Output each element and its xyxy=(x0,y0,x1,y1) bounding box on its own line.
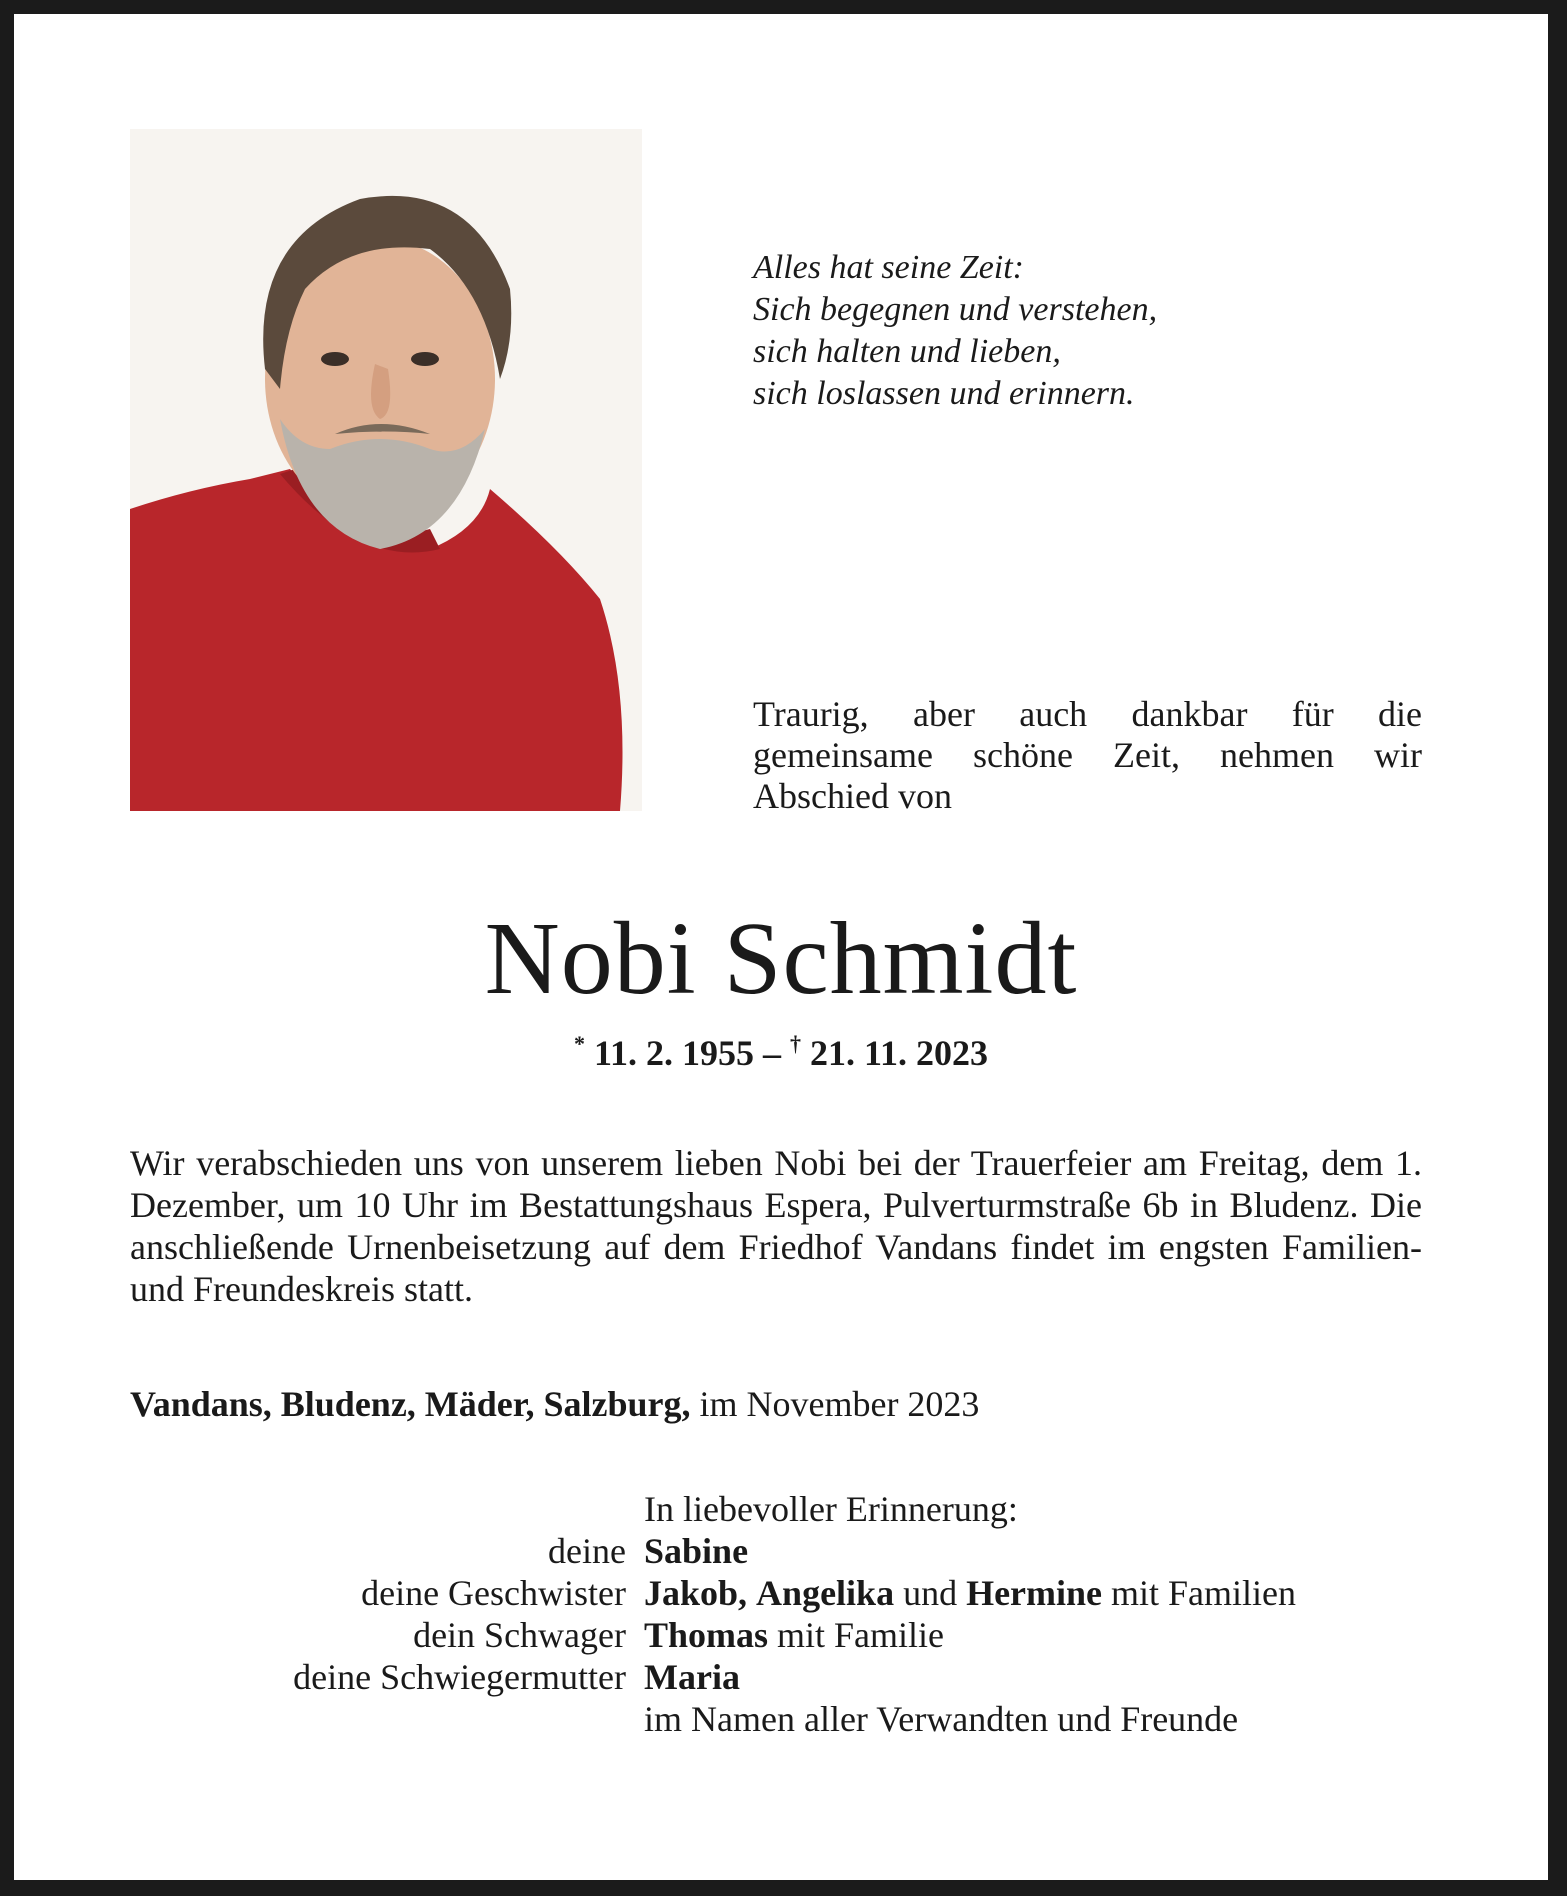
death-date: 21. 11. 2023 xyxy=(810,1033,989,1073)
mourner-row xyxy=(14,1614,1548,1656)
life-dates xyxy=(14,1022,1548,1075)
mourners-heading: In liebevoller Erinnerung: xyxy=(644,1489,1018,1529)
mourner-name: Angelika xyxy=(756,1573,895,1613)
place-date: im November 2023 xyxy=(699,1384,980,1424)
deceased-name: Nobi Schmidt xyxy=(484,901,1078,1016)
mourner-name: Sabine xyxy=(644,1531,749,1571)
mourners-closing: im Namen aller Verwandten und Freunde xyxy=(644,1699,1239,1739)
mourner-names xyxy=(644,1614,944,1656)
mourners-block xyxy=(14,1488,1548,1740)
mourner-relation: deine Schwiegermutter xyxy=(293,1657,626,1697)
poem-line: sich loslassen und erinnern. xyxy=(753,375,1135,412)
place-line xyxy=(130,1382,979,1426)
mourner-conjunction: und xyxy=(903,1573,958,1613)
portrait-photo xyxy=(130,129,642,811)
poem-line: sich halten und lieben, xyxy=(753,333,1061,370)
mourner-suffix: mit Familien xyxy=(1111,1573,1297,1613)
mourner-relation: deine xyxy=(548,1531,626,1571)
mourner-name: Thomas xyxy=(644,1615,769,1655)
mourner-names xyxy=(644,1572,1296,1614)
mourners-heading-row xyxy=(14,1488,1548,1530)
mourner-row xyxy=(14,1530,1548,1572)
intro-text: Traurig, aber auch dankbar für die gemeinsame schöne Zeit, nehmen wir Abschied von xyxy=(753,694,1422,816)
mourner-name: Maria xyxy=(644,1657,740,1697)
mourner-names xyxy=(644,1530,748,1572)
birth-symbol: * xyxy=(573,1031,585,1056)
mourner-row xyxy=(14,1572,1548,1614)
mourner-row xyxy=(14,1656,1548,1698)
place-towns: Vandans, Bludenz, Mäder, Salzburg, xyxy=(130,1384,691,1424)
ceremony-text: Wir verabschieden uns von unserem lieben Nobi bei der Trauerfeier am Freitag, dem 1. Dezember, um 10 Uhr im Bestattungshaus Espera, Pulverturmstraße 6b in Bludenz. Die anschließende Urnenbeisetzung auf dem Friedhof Vandans findet im engsten Familien- und Freundeskreis statt. xyxy=(130,1143,1422,1309)
death-symbol: † xyxy=(790,1031,801,1056)
poem-line: Alles hat seine Zeit: xyxy=(753,249,1025,286)
mourner-relation: dein Schwager xyxy=(413,1615,626,1655)
mourner-name: Jakob, xyxy=(644,1573,748,1613)
mourner-names xyxy=(644,1656,740,1698)
mourner-relation: deine Geschwister xyxy=(361,1573,626,1613)
mourner-suffix: mit Familie xyxy=(777,1615,945,1655)
mourner-name: Hermine xyxy=(966,1573,1103,1613)
poem-line: Sich begegnen und verstehen, xyxy=(753,291,1158,328)
obituary-page xyxy=(14,14,1548,1880)
portrait-illustration xyxy=(130,129,642,811)
poem xyxy=(753,247,1157,415)
date-separator: – xyxy=(763,1033,781,1073)
mourners-closing-row xyxy=(14,1698,1548,1740)
birth-date: 11. 2. 1955 xyxy=(593,1033,754,1073)
